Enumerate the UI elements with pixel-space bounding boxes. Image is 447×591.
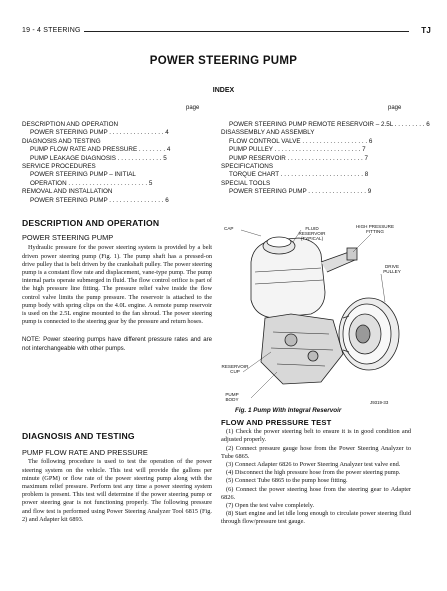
index-left-entry — [22, 121, 212, 129]
index-left-entry-label: POWER STEERING PUMP . . . . . . . . . . . . . . . . 4 — [30, 129, 169, 137]
index-right-entry-label: SPECIAL TOOLS — [221, 179, 271, 187]
index-right-entry-label: POWER STEERING PUMP REMOTE RESERVOIR – 2.5L . . . . . . . . . 6 — [229, 121, 430, 128]
test-step: (3) Connect Adapter 6826 to Power Steering Analyzer test valve end. — [226, 461, 401, 469]
index-right-entry — [221, 146, 411, 154]
running-header — [22, 27, 431, 39]
index-right-entry — [221, 138, 411, 146]
index-left-entry-label: POWER STEERING PUMP – INITIAL — [30, 171, 136, 179]
index-heading: INDEX — [212, 87, 235, 94]
index-left-entry-label: POWER STEERING PUMP . . . . . . . . . . . . . . . . 6 — [30, 196, 169, 204]
index-left-entry — [22, 171, 212, 179]
note-text: NOTE: Power steering pumps have different pressure rates and are not interchangeable with other pumps. — [22, 336, 212, 352]
test-step: (8) Start engine and let idle long enough to circulate power steering fluid through flow/pressure test gauge. — [221, 510, 411, 526]
index-right-entry — [221, 171, 411, 179]
index-left-entry-label: PUMP LEAKAGE DIAGNOSIS . . . . . . . . . . . . . 5 — [30, 154, 167, 162]
index-right-entry-label: PUMP RESERVOIR . . . . . . . . . . . . . . . . . . . . . . 7 — [229, 154, 369, 162]
index-left-entry — [22, 163, 212, 171]
header-rule — [84, 31, 409, 32]
section-heading-description: DESCRIPTION AND OPERATION — [22, 218, 160, 228]
description-body: Hydraulic pressure for the power steering system is provided by a belt driven power steering pump (Fig. 1). The pump shaft has a pressed-on drive pulley that is belt driven by the crankshaft pulley. The power steering pump is a constant flow rate and displacement, vane-type pump. The pump internal parts operate submerged in fluid. The flow control orifice is part of the high pressure line fitting. The pressure relief valve inside the flow control valve limits the pump pressure. The reservoir is attached to the pump body with spring clips on the 4.0L engine. A remote pump reservoir is used on the 2.5L engine mounted to the fan shroud. The power steering pump is connected to the steering gear by the pressure and return hoses. — [22, 244, 212, 326]
pump-illustration — [221, 222, 409, 412]
page-column-label-left: page — [186, 105, 200, 111]
test-step: (5) Connect Tube 6865 to the pump hose fitting. — [226, 477, 348, 485]
index-left-entry-label: DESCRIPTION AND OPERATION — [22, 121, 119, 128]
index-left-entry-label: OPERATION . . . . . . . . . . . . . . . . . . . . . . . 5 — [30, 179, 153, 187]
index-right-entry-label: DISASSEMBLY AND ASSEMBLY — [221, 129, 315, 137]
flow-pressure-test-section — [221, 419, 411, 527]
page-reference: 19 - 4 STEERING — [22, 27, 81, 34]
index-left-entry — [22, 146, 212, 154]
index-left-entry-label: DIAGNOSIS AND TESTING — [22, 137, 101, 145]
index-left-entry — [22, 180, 212, 188]
figure-code: J9319-33 — [370, 400, 389, 405]
subheading-flow-pressure-test: FLOW AND PRESSURE TEST — [221, 418, 332, 427]
label-pump-body: PUMP BODY — [225, 392, 239, 403]
label-cap: CAP — [224, 226, 234, 231]
index-right-entry — [221, 129, 411, 137]
index-right-entry-label: POWER STEERING PUMP . . . . . . . . . . . . . . . . . 9 — [229, 188, 372, 196]
label-fluid-reservoir: FLUID RESERVOIR (TYPICAL) — [298, 226, 326, 242]
test-step: (1) Check the power steering belt to ensure it is in good condition and adjusted properly. — [221, 428, 411, 444]
subheading-flow-rate: PUMP FLOW RATE AND PRESSURE — [22, 448, 148, 458]
test-step: (6) Connect the power steering hose from the steering gear to Adapter 6826. — [221, 485, 411, 501]
model-code: TJ — [421, 26, 431, 35]
section-heading-diagnosis: DIAGNOSIS AND TESTING — [22, 431, 135, 441]
index-left-entry-label: SERVICE PROCEDURES — [22, 162, 96, 170]
index-right-entry — [221, 180, 411, 188]
label-drive-pulley: DRIVE PULLEY — [383, 264, 401, 275]
index-left-entry-label: REMOVAL AND INSTALLATION — [22, 188, 113, 196]
index-right-entry-label: SPECIFICATIONS — [221, 162, 274, 170]
index-right-entry — [221, 121, 430, 129]
description-section — [22, 219, 212, 353]
figure-caption: Fig. 1 Pump With Integral Reservoir — [235, 407, 342, 414]
index-left-entry — [22, 155, 212, 163]
index-left-entry — [22, 197, 212, 205]
index-right-entry — [221, 188, 411, 196]
diagnosis-body: The following procedure is used to test the operation of the power steering system on the vehicle. This test will provide the gallons per minute (GPM) or flow rate of the power steering pump along with the maximum relief pressure. Perform test any time a power steering system problem is present. This test will determine if the power steering pump or power steering gear is not functioning properly. The following pressure and flow test is performed using Power Steering Analyzer Tool 6815 (Fig. 2) and Adapter kit 6893. — [22, 458, 212, 523]
test-step: (2) Connect pressure gauge hose from the Power Steering Analyzer to Tube 6865. — [221, 444, 411, 460]
index-right-entry — [221, 155, 411, 163]
label-high-pressure-fitting: HIGH PRESSURE FITTING — [355, 224, 395, 235]
test-step: (7) Open the test valve completely. — [226, 502, 315, 510]
index-right-entry-label: PUMP PULLEY . . . . . . . . . . . . . . . . . . . . . . . . . 7 — [229, 146, 366, 154]
label-reservoir-cup: RESERVOIR CUP — [221, 364, 249, 375]
test-steps — [221, 428, 411, 526]
page-column-label-right: page — [388, 105, 402, 111]
index-right-entry-label: FLOW CONTROL VALVE . . . . . . . . . . . . . . . . . . . 6 — [229, 137, 373, 145]
index-left-entry — [22, 129, 212, 137]
index-left-entry — [22, 188, 212, 196]
diagnosis-section — [22, 432, 212, 524]
index-left-entry-label: PUMP FLOW RATE AND PRESSURE . . . . . . . . 4 — [30, 146, 171, 154]
index-left-entry — [22, 138, 212, 146]
test-step: (4) Disconnect the high pressure hose from the power steering pump. — [226, 469, 401, 477]
index-left-column — [22, 121, 212, 205]
subheading-power-steering-pump: POWER STEERING PUMP — [22, 233, 114, 243]
index-right-entry — [221, 163, 411, 171]
page-title: POWER STEERING PUMP — [149, 55, 298, 67]
index-right-column — [221, 121, 430, 197]
index-right-entry-label: TORQUE CHART . . . . . . . . . . . . . . . . . . . . . . . . 8 — [229, 171, 369, 179]
